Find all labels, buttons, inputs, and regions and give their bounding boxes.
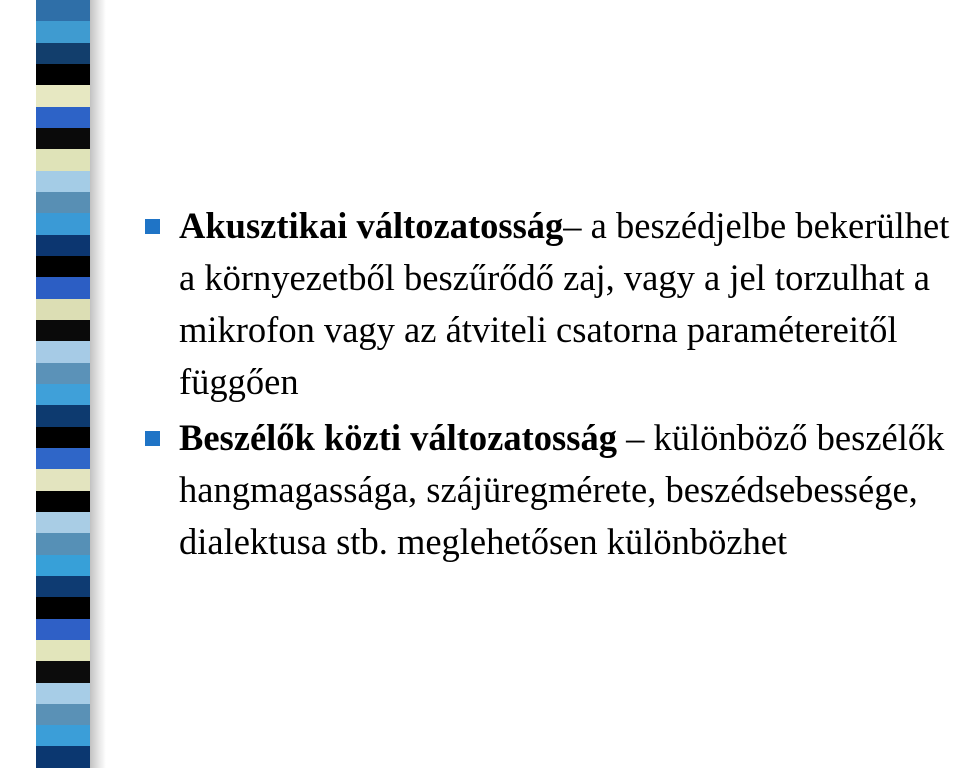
stripe-segment (36, 661, 90, 682)
bullet-text: – különböző beszélők hangmagassága, szájüregmérete, beszédsebessége, dialektusa stb. meglehetősen különbözhet (179, 417, 945, 562)
stripe-segment (36, 256, 90, 277)
decorative-color-stripe (36, 0, 90, 768)
stripe-segment (36, 619, 90, 640)
stripe-segment (36, 427, 90, 448)
stripe-segment (36, 469, 90, 490)
stripe-segment (36, 555, 90, 576)
stripe-segment (36, 533, 90, 554)
stripe-segment (36, 192, 90, 213)
stripe-segment (36, 683, 90, 704)
stripe-segment (36, 448, 90, 469)
bullet-term: Akusztikai változatosság (179, 205, 564, 246)
bullet-term: Beszélők közti változatosság (179, 417, 617, 458)
stripe-segment (36, 107, 90, 128)
stripe-segment (36, 640, 90, 661)
bullet-item-acoustic-variability (145, 200, 955, 408)
decorative-stripe-shadow (88, 0, 106, 768)
stripe-segment (36, 704, 90, 725)
stripe-segment (36, 213, 90, 234)
stripe-segment (36, 725, 90, 746)
stripe-segment (36, 512, 90, 533)
stripe-segment (36, 746, 90, 767)
stripe-segment (36, 384, 90, 405)
stripe-segment (36, 0, 90, 21)
stripe-segment (36, 85, 90, 106)
bullet-item-speaker-variability (145, 412, 955, 568)
stripe-segment (36, 491, 90, 512)
square-bullet-icon (145, 219, 160, 234)
square-bullet-icon (145, 431, 160, 446)
stripe-segment (36, 597, 90, 618)
stripe-segment (36, 21, 90, 42)
stripe-segment (36, 149, 90, 170)
slide-content (145, 200, 955, 572)
stripe-segment (36, 363, 90, 384)
stripe-segment (36, 171, 90, 192)
stripe-segment (36, 277, 90, 298)
stripe-segment (36, 128, 90, 149)
stripe-segment (36, 299, 90, 320)
stripe-segment (36, 64, 90, 85)
stripe-segment (36, 43, 90, 64)
stripe-segment (36, 576, 90, 597)
stripe-segment (36, 405, 90, 426)
bullet-text: – a beszédjelbe bekerülhet a környezetből beszűrődő zaj, vagy a jel torzulhat a mikrofon vagy az átviteli csatorna paramétereitől függően (179, 205, 950, 402)
stripe-segment (36, 341, 90, 362)
stripe-segment (36, 235, 90, 256)
stripe-segment (36, 320, 90, 341)
